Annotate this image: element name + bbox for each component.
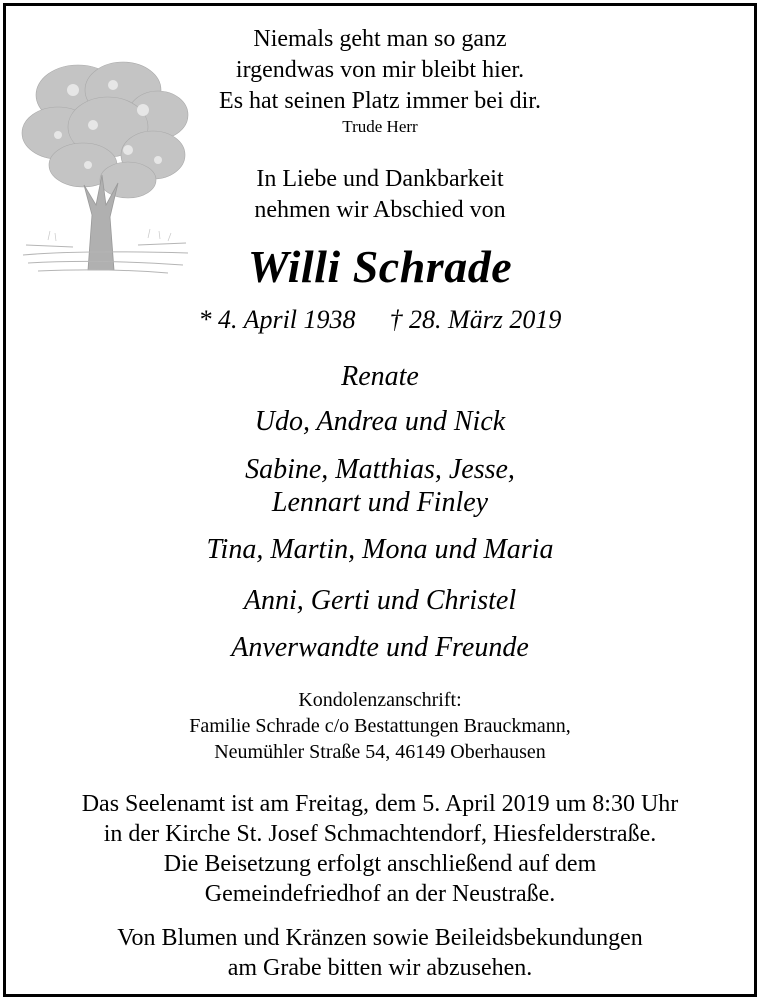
family-line: Anni, Gerti und Christel (243, 585, 517, 616)
condolence-label: Kondolenzanschrift: (298, 689, 462, 711)
poem-line: Niemals geht man so ganz (253, 26, 507, 52)
service-line: in der Kirche St. Josef Schmachtendorf, Hiesfelderstraße. (103, 821, 657, 847)
family-line: Tina, Martin, Mona und Maria (206, 534, 554, 565)
service-line: Die Beisetzung erfolgt anschließend auf dem (163, 851, 597, 877)
birth-date: * 4. April 1938 (198, 305, 356, 334)
service-line: Gemeindefriedhof an der Neustraße. (204, 881, 556, 907)
intro-line: nehmen wir Abschied von (254, 197, 506, 223)
poem-author: Trude Herr (342, 117, 418, 136)
service-line: Das Seelenamt ist am Freitag, dem 5. April 2019 um 8:30 Uhr (81, 791, 679, 817)
family-line: Sabine, Matthias, Jesse, (245, 454, 515, 485)
poem-line: Es hat seinen Platz immer bei dir. (219, 88, 541, 114)
request-line: am Grabe bitten wir abzusehen. (227, 955, 533, 981)
request-line: Von Blumen und Kränzen sowie Beileidsbekundungen (117, 925, 643, 951)
intro-line: In Liebe und Dankbarkeit (256, 166, 504, 192)
deceased-name: Willi Schrade (247, 241, 513, 292)
family-line: Lennart und Finley (271, 487, 489, 518)
condolence-address: Familie Schrade c/o Bestattungen Brauckmann, (189, 715, 571, 737)
family-line: Renate (341, 361, 419, 392)
condolence-address: Neumühler Straße 54, 46149 Oberhausen (214, 741, 546, 763)
family-line: Anverwandte und Freunde (231, 632, 529, 663)
life-dates (0, 305, 760, 335)
death-date: † 28. März 2019 (389, 305, 562, 334)
family-line: Udo, Andrea und Nick (254, 406, 506, 437)
poem-line: irgendwas von mir bleibt hier. (235, 57, 525, 83)
